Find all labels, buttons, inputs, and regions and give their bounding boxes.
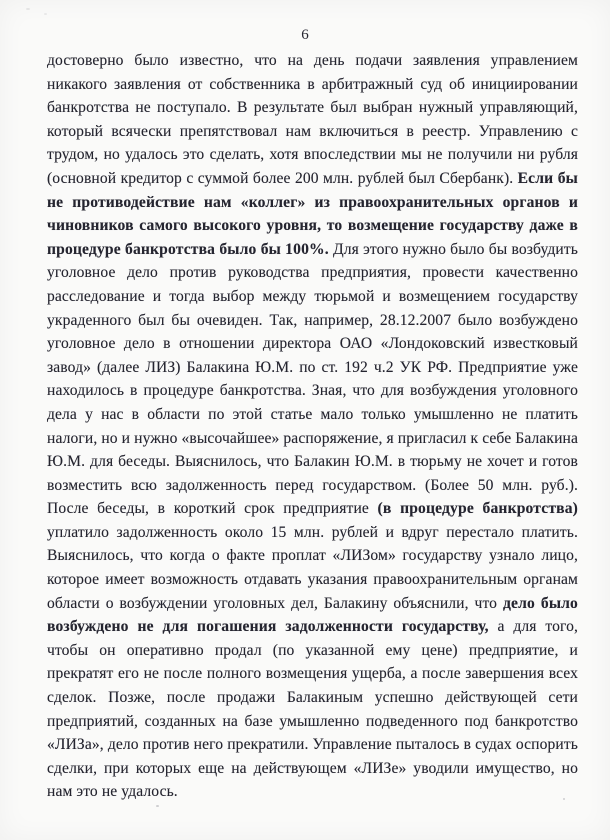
- scan-speckle: [563, 798, 565, 800]
- text-segment: а для того, чтобы он оперативно продал (по указанной ему цене) предприятие, и прекратят его не после полного возмещения ущерба, а после завершения всех сделок. Позже, после продажи Балакиным успешно действующей сети предприятий, созданных на базе умышленно подведенного под банкротство «ЛИЗа», дело против него прекратили. Управление пыталось в судах оспорить сделки, при которых еще на действующем «ЛИЗе» уводили имущество, но нам это не удалось.: [47, 618, 578, 801]
- text-segment: уплатило задолженность около 15 млн. рублей и вдруг перестало платить. Выяснилось, что когда о факте проплат «ЛИЗом» государству узнало лицо, которое имеет возможность отдавать указания правоохранительным органам области о возбуждении уголовных дел, Балакину объяснили, что: [47, 523, 578, 612]
- page-number: 6: [301, 27, 309, 43]
- scan-speckle: [26, 8, 30, 10]
- scan-speckle: [205, 774, 208, 775]
- text-segment: достоверно было известно, что на день подачи заявления управлением никакого заявления от собственника в арбитражный суд об инициировании банкротства не поступало. В результате был выбран нужный управляющий, который всячески препятствовал нам включиться в реестр. Управлению с трудом, но удалось это сделать, хотя впоследствии мы не получили ни рубля (основной кредитор с суммой более 200 млн. рублей был Сбербанк).: [47, 52, 578, 187]
- bold-text-segment: (в процедуре банкротства): [377, 500, 579, 518]
- document-paragraph: [47, 49, 578, 804]
- scan-speckle: [156, 805, 159, 807]
- scan-speckle: [44, 13, 47, 15]
- bold-text-segment: Если бы не противодействие нам «коллег» из правоохранительных органов и чиновников самого высокого уровня, то возмещение государству даже в процедуре банкротства было бы 100%.: [47, 169, 578, 258]
- bold-text-segment: дело было возбуждено не для погашения задолженности государству,: [47, 594, 578, 636]
- text-segment: Для этого нужно было бы возбудить уголовное дело против руководства предприятия, провести качественно расследование и тогда выбор между тюрьмой и возмещением государству украденного был бы очевиден. Так, например, 28.12.2007 было возбуждено уголовное дело в отношении директора ОАО «Лондоковский известковый завод» (далее ЛИЗ) Балакина Ю.М. по ст. 192 ч.2 УК РФ. Предприятие уже находилось в процедуре банкротства. Зная, что для возбуждения уголовного дела у нас в области по этой статье мало только умышленно не платить налоги, но и нужно «высочайшее» распоряжение, я пригласил к себе Балакина Ю.М. для беседы. Выяснилось, что Балакин Ю.М. в тюрьму не хочет и готов возместить всю задолженность перед государством. (Более 50 млн. руб.). После беседы, в короткий срок предприятие: [47, 240, 578, 518]
